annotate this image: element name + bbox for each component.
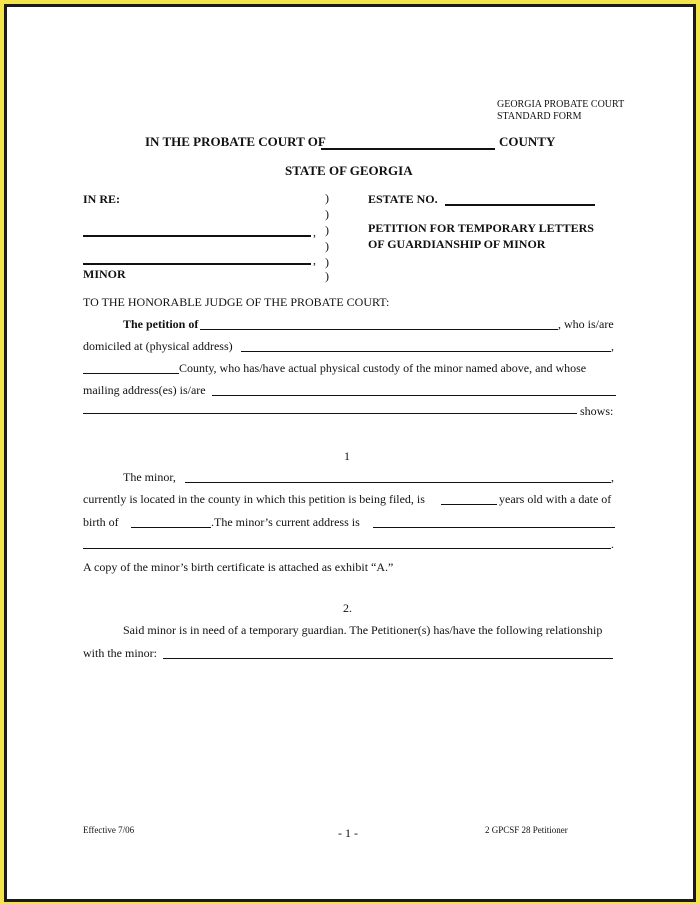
- minor-address-field-2[interactable]: [83, 548, 611, 549]
- form-header-line1: GEORGIA PROBATE COURT: [497, 99, 625, 110]
- section-number-2: 2.: [343, 601, 352, 615]
- who-is-are-text: , who is/are: [558, 317, 614, 331]
- mailing-address-field[interactable]: [212, 395, 616, 396]
- mailing-address-label: mailing address(es) is/are: [83, 383, 206, 397]
- estate-no-field[interactable]: [445, 204, 595, 206]
- court-prefix: IN THE PROBATE COURT OF: [145, 134, 326, 149]
- state-title: STATE OF GEORGIA: [285, 163, 413, 178]
- petition-title-line1: PETITION FOR TEMPORARY LETTERS: [368, 221, 594, 235]
- birth-certificate-text: A copy of the minor’s birth certificate is attached as exhibit “A.”: [83, 560, 394, 574]
- caption-comma: ,: [313, 253, 316, 267]
- birth-of-label: birth of: [83, 515, 119, 529]
- caption-paren: ): [325, 269, 329, 283]
- minor-label: MINOR: [83, 267, 126, 281]
- county-field[interactable]: [83, 373, 179, 374]
- caption-paren: ): [325, 255, 329, 269]
- minor-name-field-1[interactable]: [83, 235, 311, 237]
- petition-of-label: The petition of: [123, 317, 199, 331]
- minor-full-name-field[interactable]: [185, 482, 611, 483]
- caption-paren: ): [325, 223, 329, 237]
- caption-paren: ): [325, 239, 329, 253]
- the-minor-label: The minor,: [123, 470, 176, 484]
- document-page: [4, 4, 696, 902]
- section-number-1: 1: [344, 449, 350, 463]
- court-suffix: COUNTY: [499, 134, 556, 149]
- form-header-line2: STANDARD FORM: [497, 111, 582, 122]
- caption-comma: ,: [313, 225, 316, 239]
- effective-date: Effective 7/06: [83, 825, 135, 835]
- page-number: - 1 -: [338, 826, 358, 840]
- date-of-birth-field[interactable]: [131, 527, 211, 528]
- county-name-field[interactable]: [321, 148, 495, 150]
- minor-age-field[interactable]: [441, 504, 497, 505]
- in-re-label: IN RE:: [83, 192, 121, 206]
- caption-paren: ): [325, 191, 329, 205]
- current-address-label: .The minor’s current address is: [211, 515, 360, 529]
- mailing-address-field-2[interactable]: [83, 413, 577, 414]
- petitioner-name-field[interactable]: [200, 329, 558, 330]
- form-code: 2 GPCSF 28 Petitioner: [485, 825, 568, 835]
- caption-paren: ): [325, 207, 329, 221]
- minor-name-comma: ,: [611, 470, 614, 484]
- with-minor-label: with the minor:: [83, 646, 157, 660]
- salutation: TO THE HONORABLE JUDGE OF THE PROBATE COURT:: [83, 295, 390, 309]
- relationship-field[interactable]: [163, 658, 613, 659]
- minor-address-field[interactable]: [373, 527, 615, 528]
- petition-title-line2: OF GUARDIANSHIP OF MINOR: [368, 237, 546, 251]
- address-comma: ,: [611, 339, 614, 353]
- custody-text: County, who has/have actual physical custody of the minor named above, and whose: [179, 361, 587, 375]
- physical-address-field[interactable]: [241, 351, 611, 352]
- need-guardian-text: Said minor is in need of a temporary guardian. The Petitioner(s) has/have the following relationship: [123, 623, 603, 637]
- years-old-text: years old with a date of: [499, 492, 612, 506]
- shows-text: shows:: [580, 404, 614, 418]
- minor-name-field-2[interactable]: [83, 263, 311, 265]
- currently-located-text: currently is located in the county in which this petition is being filed, is: [83, 492, 425, 506]
- address-period: .: [611, 537, 614, 551]
- domiciled-label: domiciled at (physical address): [83, 339, 233, 353]
- estate-no-label: ESTATE NO.: [368, 192, 438, 206]
